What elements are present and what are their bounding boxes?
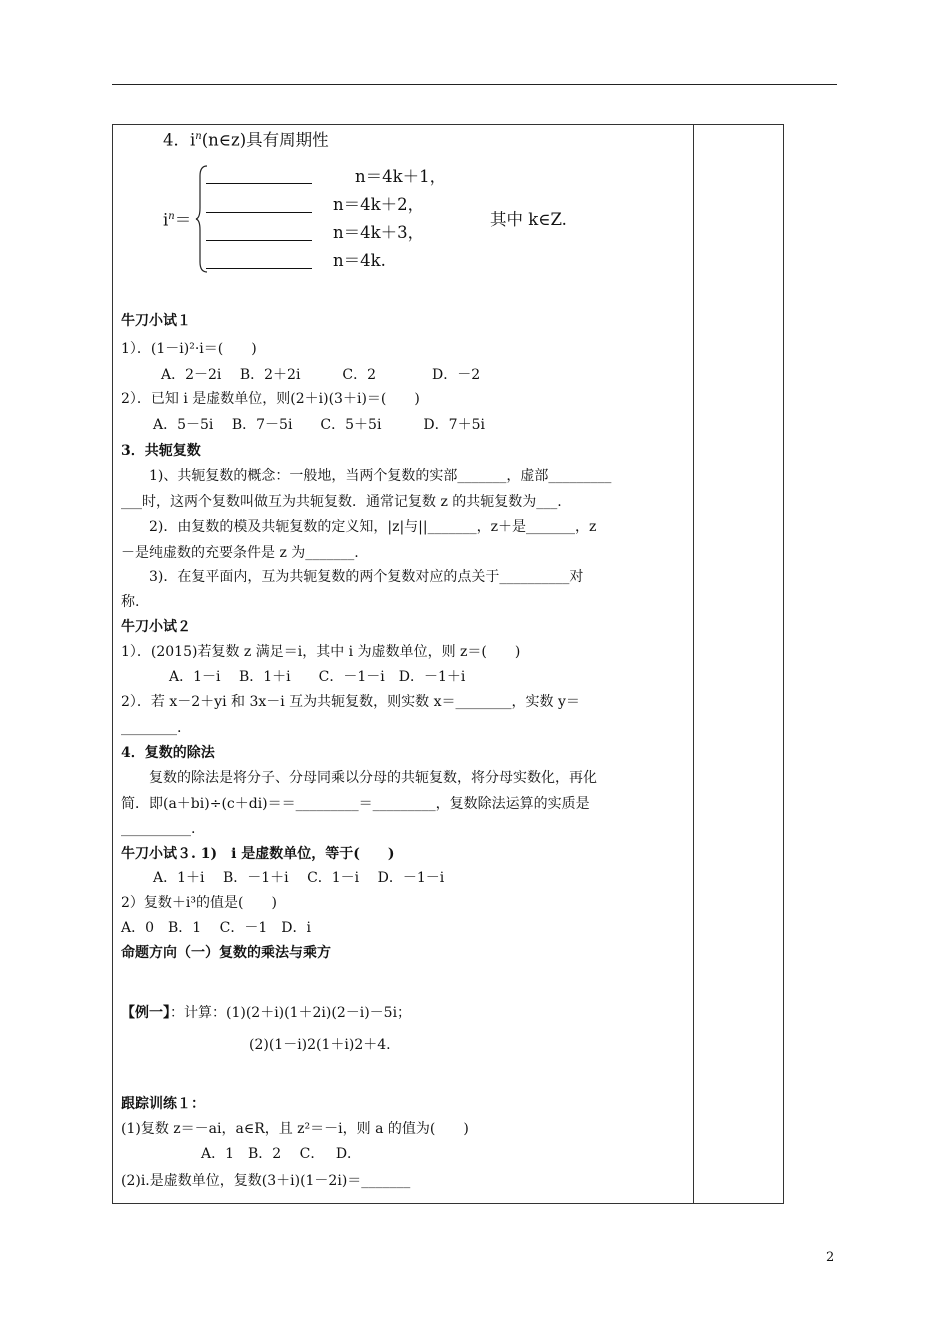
quiz2-q2b: ________.: [121, 720, 182, 736]
quiz2-q2a: 2）．若 x－2＋yi 和 3x－i 互为共轭复数，则实数 x＝________，实数 y＝: [121, 694, 580, 710]
quiz2-q1-options: A．1－i B．1＋i C．－1－i D．－1＋i: [169, 669, 466, 685]
case-3: n＝4k＋3，: [333, 223, 425, 242]
periodicity-heading: 4．$i^n(n\in z)$具有周期性: [163, 130, 329, 150]
quiz2-title: 牛刀小试２: [121, 619, 191, 635]
case-1: n＝4k＋1，: [355, 167, 447, 186]
section3-p1a: 1)、共轭复数的概念：一般地，当两个复数的实部_______，虚部_________: [149, 468, 612, 484]
power-lhs: $i^n=$: [163, 210, 192, 230]
case-blank-3: [206, 240, 312, 241]
quiz1-title: 牛刀小试１: [121, 313, 191, 329]
quiz3-q1: 牛刀小试３. 1) i 是虚数单位，等于( ): [121, 846, 395, 862]
division-p1b: 简．即(a＋bi)÷(c＋di)＝＝_________＝_________，复数除法运算的实质是: [121, 796, 590, 812]
section3-title: 3．共轭复数: [121, 443, 201, 459]
case-blank-1: [206, 183, 312, 184]
quiz3-q1-options: A．1＋i B．－1＋i C．1－i D．－1－i: [153, 870, 445, 886]
notes-column-divider: [693, 124, 694, 1204]
quiz1-q1: 1）．(1－i)²·i＝( ): [121, 341, 257, 357]
example-line2: (2)(1－i)2(1＋i)2＋4.: [249, 1037, 391, 1053]
page-number: 2: [826, 1250, 835, 1265]
training-q1: (1)复数 z＝－ai，a∈R，且 z²＝－i，则 a 的值为( ): [121, 1121, 469, 1137]
section3-p2a: 2)．由复数的模及共轭复数的定义知，|z|与||_______，z＋是_______，z: [149, 519, 597, 535]
section3-p3b: 称.: [121, 594, 140, 610]
case-4: n＝4k.: [333, 251, 386, 270]
case-condition: 其中 k∈Z.: [490, 210, 567, 229]
division-p1a: 复数的除法是将分子、分母同乘以分母的共轭复数，将分母实数化，再化: [149, 770, 597, 786]
division-p1c: __________.: [121, 821, 196, 837]
section3-p1b: ___时，这两个复数叫做互为共轭复数．通常记复数 z 的共轭复数为___.: [121, 494, 562, 510]
quiz3-q2-options: A．0 B．1 C．－1 D．i: [121, 920, 311, 936]
case-2: n＝4k＋2，: [333, 195, 425, 214]
section3-p2b: －是纯虚数的充要条件是 z 为_______.: [121, 545, 359, 561]
quiz2-q1: 1）．(2015)若复数 z 满足＝i，其中 i 为虚数单位，则 z＝( ): [121, 644, 521, 660]
quiz1-q1-options: A．2－2i B．2＋2i C．2 D．－2: [161, 367, 481, 383]
quiz3-q2: 2）复数＋i³的值是( ): [121, 895, 277, 911]
division-title: 4．复数的除法: [121, 745, 215, 761]
quiz1-q2-options: A．5－5i B．7－5i C．5＋5i D．7＋5i: [153, 417, 485, 433]
content-table: [112, 124, 784, 1204]
quiz1-q2: 2）．已知 i 是虚数单位，则(2＋i)(3＋i)＝( ): [121, 391, 420, 407]
training-title: 跟踪训练１：: [121, 1096, 205, 1112]
case-blank-2: [206, 212, 312, 213]
case-blank-4: [206, 268, 312, 269]
example-line1: 【例一】：计算：(1)(2＋i)(1＋2i)(2－i)－5i；: [121, 1005, 412, 1021]
training-q2: (2)i.是虚数单位，复数(3＋i)(1－2i)＝_______: [121, 1173, 411, 1189]
section3-p3a: 3)．在复平面内，互为共轭复数的两个复数对应的点关于__________对: [149, 569, 584, 585]
training-q1-options: A．1 B．2 C． D．: [201, 1146, 362, 1162]
example-label: 【例一】: [121, 1005, 170, 1021]
header-rule: [112, 84, 837, 85]
direction-title: 命题方向（一）复数的乘法与乘方: [121, 945, 331, 961]
case-brace: [195, 164, 209, 274]
